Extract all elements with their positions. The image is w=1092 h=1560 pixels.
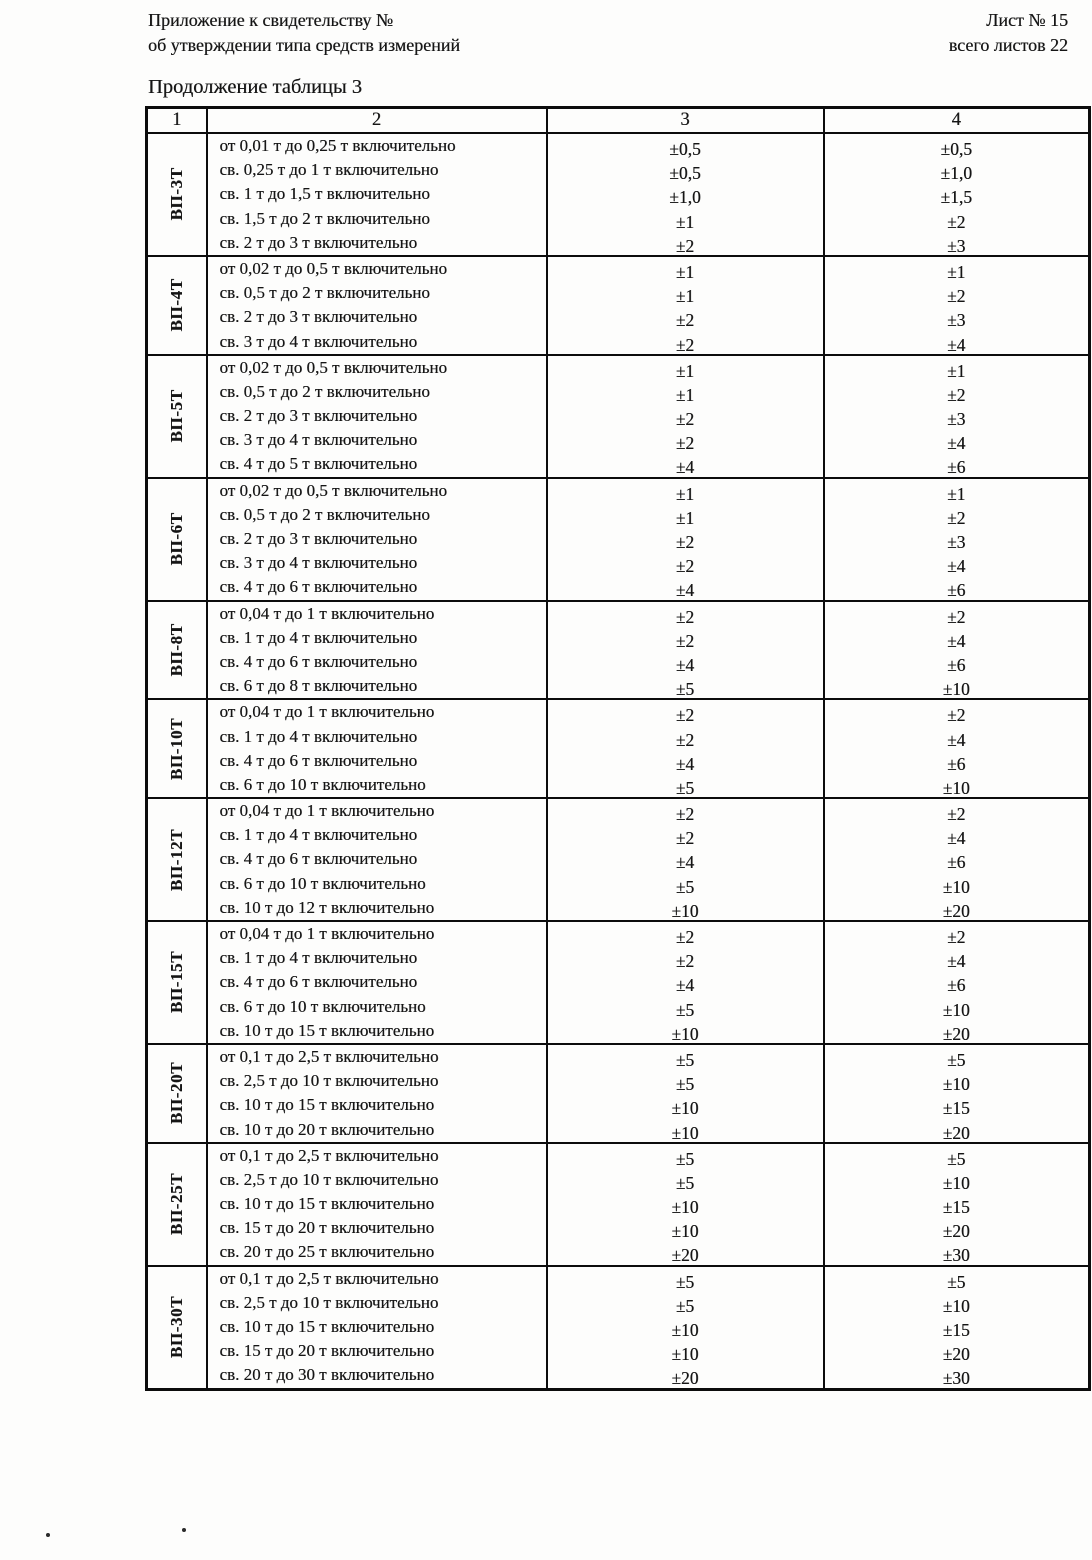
error-value: ±10 <box>671 1320 699 1340</box>
sheet-info <box>949 8 1068 58</box>
model-cell <box>147 478 207 601</box>
error-value: ±1 <box>675 286 695 307</box>
error-value: ±4 <box>675 580 695 601</box>
model-cell <box>147 355 207 478</box>
model-group-row <box>147 699 1090 798</box>
col3-cell <box>547 1044 824 1143</box>
model-group-row <box>147 798 1090 921</box>
model-label: ВП-15Т <box>166 951 186 1014</box>
error-value: ±3 <box>947 532 966 552</box>
error-value: ±4 <box>675 852 695 873</box>
col4-cell <box>824 1266 1090 1389</box>
error-value: ±2 <box>675 235 695 256</box>
range-cell <box>207 355 547 478</box>
column-number-3: 3 <box>547 108 824 134</box>
model-cell <box>147 699 207 798</box>
error-value: ±5 <box>947 1271 966 1292</box>
range-text: св. 4 т до 6 т включительно <box>219 972 418 992</box>
model-group-row <box>147 1266 1090 1389</box>
error-value: ±1 <box>675 483 695 504</box>
error-value: ±5 <box>675 1049 695 1070</box>
error-value: ±20 <box>942 1023 970 1044</box>
range-text: св. 1 т до 4 т включительно <box>219 948 418 968</box>
model-label: ВП-3Т <box>166 167 186 221</box>
model-label: ВП-20Т <box>166 1062 186 1125</box>
col4-cell <box>824 699 1090 798</box>
model-group-row <box>147 355 1090 478</box>
error-value: ±1 <box>675 384 695 405</box>
error-value: ±6 <box>947 753 966 774</box>
error-value: ±1,0 <box>940 163 972 184</box>
error-value: ±20 <box>942 1344 970 1365</box>
col3-cell <box>547 1143 824 1266</box>
error-value: ±5 <box>675 679 695 700</box>
col4-cell <box>824 921 1090 1044</box>
range-text: св. 1,5 т до 2 т включительно <box>219 208 430 228</box>
range-text: св. 3 т до 4 т включительно <box>219 430 418 450</box>
error-value: ±2 <box>675 630 695 651</box>
error-value: ±2 <box>675 705 695 726</box>
col3-cell <box>547 798 824 921</box>
range-text: от 0,04 т до 1 т включительно <box>219 924 435 943</box>
model-label: ВП-6Т <box>166 512 186 566</box>
scan-speck <box>182 1528 186 1532</box>
error-value: ±20 <box>942 900 970 921</box>
error-value: ±2 <box>675 409 695 430</box>
col3-cell <box>547 256 824 355</box>
error-value: ±2 <box>947 286 966 307</box>
col4-cell <box>824 133 1090 256</box>
error-value: ±20 <box>671 1245 699 1266</box>
error-value: ±6 <box>947 975 966 996</box>
error-value: ±4 <box>947 630 966 651</box>
error-value: ±5 <box>675 777 695 798</box>
error-value: ±20 <box>942 1221 970 1242</box>
col3-cell <box>547 921 824 1044</box>
error-value: ±10 <box>671 1344 699 1365</box>
col3-cell <box>547 478 824 601</box>
range-text: св. 0,5 т до 2 т включительно <box>219 381 430 401</box>
error-value: ±15 <box>942 1197 970 1218</box>
model-group-row <box>147 1143 1090 1266</box>
range-text: от 0,1 т до 2,5 т включительно <box>219 1046 439 1066</box>
sheet-number: Лист № 15 <box>986 10 1068 30</box>
error-value: ±2 <box>675 729 695 750</box>
model-group-row <box>147 921 1090 1044</box>
range-text: св. 3 т до 4 т включительно <box>219 331 418 351</box>
error-value: ±5 <box>675 999 695 1020</box>
error-value: ±1 <box>675 507 695 528</box>
range-text: св. 2,5 т до 10 т включительно <box>219 1292 439 1312</box>
error-value: ±10 <box>671 1197 699 1218</box>
range-text: св. 10 т до 15 т включительно <box>219 1194 435 1214</box>
error-value: ±10 <box>942 1295 970 1316</box>
error-value: ±4 <box>947 951 966 972</box>
error-value: ±10 <box>942 876 970 897</box>
model-cell <box>147 256 207 355</box>
range-text: св. 0,5 т до 2 т включительно <box>219 504 430 524</box>
error-value: ±4 <box>947 556 966 577</box>
accuracy-table <box>145 106 1091 1391</box>
model-group-row <box>147 478 1090 601</box>
range-cell <box>207 798 547 921</box>
error-value: ±2 <box>675 828 695 849</box>
range-text: св. 2,5 т до 10 т включительно <box>219 1071 439 1091</box>
total-sheets: всего листов 22 <box>948 35 1068 55</box>
model-cell <box>147 1143 207 1266</box>
error-value: ±6 <box>947 457 966 478</box>
range-text: св. 2 т до 3 т включительно <box>219 307 418 327</box>
error-value: ±20 <box>942 1122 970 1143</box>
range-text: св. 2 т до 3 т включительно <box>219 406 418 426</box>
error-value: ±30 <box>942 1245 970 1266</box>
range-text: св. 1 т до 4 т включительно <box>219 825 418 845</box>
range-text: св. 10 т до 15 т включительно <box>219 1095 435 1115</box>
error-value: ±4 <box>947 334 966 355</box>
range-text: от 0,01 т до 0,25 т включительно <box>219 136 456 155</box>
error-value: ±6 <box>947 852 966 873</box>
error-value: ±5 <box>947 1148 966 1169</box>
error-value: ±1,0 <box>669 187 701 208</box>
model-cell <box>147 1044 207 1143</box>
col4-cell <box>824 601 1090 700</box>
error-value: ±5 <box>675 1271 695 1292</box>
model-cell <box>147 921 207 1044</box>
error-value: ±2 <box>675 606 695 627</box>
range-text: св. 4 т до 6 т включительно <box>219 577 418 597</box>
error-value: ±2 <box>675 532 695 552</box>
range-cell <box>207 601 547 700</box>
error-value: ±1 <box>675 261 695 282</box>
range-text: св. 0,25 т до 1 т включительно <box>219 160 439 180</box>
error-value: ±10 <box>942 999 970 1020</box>
model-label: ВП-5Т <box>166 389 186 443</box>
model-label: ВП-25Т <box>166 1173 186 1236</box>
range-text: св. 1 т до 4 т включительно <box>219 726 418 746</box>
range-cell <box>207 921 547 1044</box>
range-text: св. 10 т до 15 т включительно <box>219 1020 435 1040</box>
model-cell <box>147 798 207 921</box>
range-text: от 0,04 т до 1 т включительно <box>219 603 435 623</box>
range-text: от 0,02 т до 0,5 т включительно <box>219 258 447 278</box>
range-text: св. 0,5 т до 2 т включительно <box>219 283 430 303</box>
error-value: ±10 <box>942 679 970 700</box>
error-value: ±10 <box>942 1172 970 1193</box>
range-cell <box>207 256 547 355</box>
range-text: св. 2,5 т до 10 т включительно <box>219 1169 439 1189</box>
range-text: от 0,1 т до 2,5 т включительно <box>219 1145 439 1165</box>
model-group-row <box>147 1044 1090 1143</box>
error-value: ±6 <box>947 580 966 601</box>
col3-cell <box>547 1266 824 1389</box>
range-text: от 0,04 т до 1 т включительно <box>219 702 435 722</box>
range-text: св. 15 т до 20 т включительно <box>219 1341 435 1361</box>
error-value: ±10 <box>671 1221 699 1242</box>
col4-cell <box>824 355 1090 478</box>
range-cell <box>207 699 547 798</box>
error-value: ±4 <box>675 654 695 675</box>
error-value: ±1 <box>675 360 695 381</box>
error-value: ±2 <box>675 556 695 577</box>
error-value: ±10 <box>671 1098 699 1119</box>
error-value: ±5 <box>675 1074 695 1095</box>
error-value: ±2 <box>675 804 695 825</box>
error-value: ±10 <box>671 900 699 921</box>
range-text: св. 2 т до 3 т включительно <box>219 232 418 252</box>
error-value: ±5 <box>675 1148 695 1169</box>
col4-cell <box>824 478 1090 601</box>
error-value: ±10 <box>671 1122 699 1143</box>
error-value: ±1 <box>947 360 966 381</box>
error-value: ±2 <box>947 927 966 947</box>
error-value: ±5 <box>947 1049 966 1070</box>
model-cell <box>147 601 207 700</box>
error-value: ±2 <box>675 334 695 355</box>
range-text: св. 6 т до 10 т включительно <box>219 873 426 893</box>
error-value: ±20 <box>671 1368 699 1389</box>
error-value: ±3 <box>947 235 966 256</box>
appendix-header-line-1: Приложение к свидетельству № <box>148 10 394 30</box>
model-group-row <box>147 601 1090 700</box>
error-value: ±2 <box>947 804 966 825</box>
range-text: св. 4 т до 6 т включительно <box>219 651 418 671</box>
range-text: св. 6 т до 10 т включительно <box>219 774 426 794</box>
range-text: св. 2 т до 3 т включительно <box>219 529 418 548</box>
error-value: ±1 <box>947 261 966 282</box>
col4-cell <box>824 256 1090 355</box>
range-text: св. 6 т до 10 т включительно <box>219 996 426 1016</box>
col3-cell <box>547 133 824 256</box>
error-value: ±5 <box>675 1295 695 1316</box>
col3-cell <box>547 601 824 700</box>
model-label: ВП-8Т <box>166 623 186 677</box>
error-value: ±4 <box>947 729 966 750</box>
range-text: св. 10 т до 15 т включительно <box>219 1317 435 1336</box>
error-value: ±2 <box>675 951 695 972</box>
error-value: ±5 <box>675 876 695 897</box>
column-number-row <box>147 108 1090 134</box>
error-value: ±4 <box>947 828 966 849</box>
error-value: ±0,5 <box>940 139 972 159</box>
error-value: ±2 <box>947 384 966 405</box>
error-value: ±2 <box>675 927 695 947</box>
error-value: ±2 <box>947 606 966 627</box>
error-value: ±2 <box>675 433 695 454</box>
range-text: св. 1 т до 1,5 т включительно <box>219 184 430 204</box>
range-text: св. 10 т до 12 т включительно <box>219 897 435 917</box>
col4-cell <box>824 1143 1090 1266</box>
model-group-row <box>147 133 1090 256</box>
error-value: ±1,5 <box>940 187 972 208</box>
range-text: от 0,02 т до 0,5 т включительно <box>219 357 447 377</box>
model-label: ВП-4Т <box>166 278 186 332</box>
error-value: ±4 <box>947 433 966 454</box>
error-value: ±15 <box>942 1320 970 1340</box>
error-value: ±6 <box>947 654 966 675</box>
error-value: ±30 <box>942 1368 970 1389</box>
range-text: св. 1 т до 4 т включительно <box>219 627 418 647</box>
model-cell <box>147 133 207 256</box>
col4-cell <box>824 1044 1090 1143</box>
error-value: ±4 <box>675 457 695 478</box>
range-text: от 0,02 т до 0,5 т включительно <box>219 480 447 500</box>
error-value: ±0,5 <box>669 139 701 159</box>
appendix-header <box>148 8 460 58</box>
col3-cell <box>547 699 824 798</box>
error-value: ±3 <box>947 310 966 331</box>
scan-speck <box>46 1533 50 1537</box>
range-cell <box>207 1266 547 1389</box>
error-value: ±2 <box>675 310 695 331</box>
table-title: Продолжение таблицы 3 <box>148 76 363 98</box>
column-number-1: 1 <box>147 108 207 134</box>
range-text: св. 6 т до 8 т включительно <box>219 676 418 696</box>
error-value: ±3 <box>947 409 966 430</box>
error-value: ±10 <box>942 1074 970 1095</box>
range-text: св. 4 т до 6 т включительно <box>219 849 418 869</box>
error-value: ±1 <box>947 483 966 504</box>
range-text: св. 4 т до 5 т включительно <box>219 454 418 474</box>
error-value: ±5 <box>675 1172 695 1193</box>
range-text: св. 4 т до 6 т включительно <box>219 750 418 770</box>
range-cell <box>207 478 547 601</box>
model-label: ВП-12Т <box>166 828 186 891</box>
error-value: ±0,5 <box>669 163 701 184</box>
col3-cell <box>547 355 824 478</box>
column-number-2: 2 <box>207 108 547 134</box>
error-value: ±1 <box>675 211 695 232</box>
range-text: св. 3 т до 4 т включительно <box>219 553 418 573</box>
range-cell <box>207 1044 547 1143</box>
range-text: св. 20 т до 30 т включительно <box>219 1365 435 1385</box>
col4-cell <box>824 798 1090 921</box>
model-group-row <box>147 256 1090 355</box>
range-text: св. 10 т до 20 т включительно <box>219 1119 435 1139</box>
error-value: ±4 <box>675 975 695 996</box>
appendix-header-line-2: об утверждении типа средств измерений <box>148 35 461 55</box>
range-cell <box>207 133 547 256</box>
range-text: от 0,04 т до 1 т включительно <box>219 801 435 821</box>
error-value: ±10 <box>671 1023 699 1044</box>
range-cell <box>207 1143 547 1266</box>
error-value: ±2 <box>947 507 966 528</box>
model-cell <box>147 1266 207 1389</box>
error-value: ±2 <box>947 211 966 232</box>
error-value: ±4 <box>675 753 695 774</box>
error-value: ±10 <box>942 777 970 798</box>
range-text: св. 20 т до 25 т включительно <box>219 1242 435 1262</box>
error-value: ±2 <box>947 705 966 726</box>
error-value: ±15 <box>942 1098 970 1119</box>
range-text: св. 15 т до 20 т включительно <box>219 1218 435 1238</box>
range-text: от 0,1 т до 2,5 т включительно <box>219 1268 439 1288</box>
model-label: ВП-10Т <box>166 717 186 780</box>
column-number-4: 4 <box>824 108 1090 134</box>
model-label: ВП-30Т <box>166 1296 186 1359</box>
